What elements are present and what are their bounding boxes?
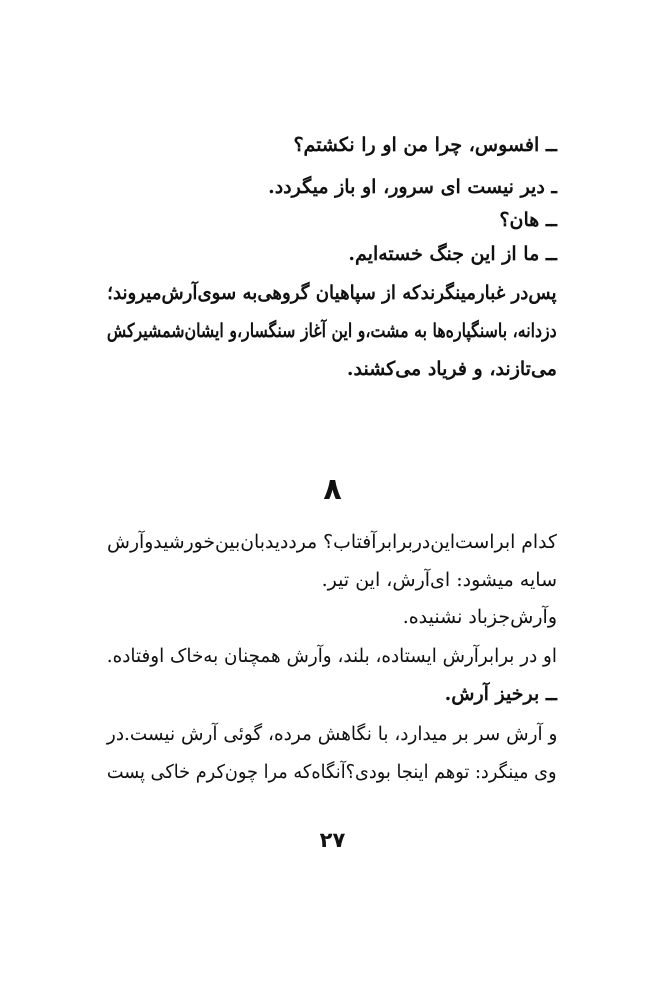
text-line: دزدانه، باسنگپاره‌ها به مشت،و این آغاز سنگسار،و ایشان‌شمشیرکش bbox=[107, 320, 557, 342]
text-line: ــ هان؟ bbox=[499, 209, 557, 231]
text-line: ــ برخیز آرش. bbox=[444, 683, 557, 705]
text-line: وی مینگرد: توهم اینجا بودی؟آنگاه‌که مرا چون‌کرم خاکی پست bbox=[107, 761, 557, 783]
text-line: سایه میشود: ای‌آرش، این تیر. bbox=[321, 569, 557, 591]
text-line: می‌تازند، و فریاد می‌کشند. bbox=[346, 358, 557, 380]
text-line: او در برابرآرش ایستاده، بلند، وآرش همچنان به‌خاک اوفتاده. bbox=[106, 645, 557, 667]
text-line: ـ دیر نیست ای سرور، او باز میگردد. bbox=[268, 176, 557, 198]
text-line: ــ ما از این جنگ خسته‌ایم. bbox=[348, 243, 557, 265]
text-line: ــ افسوس، چرا من او را نکشتم؟ bbox=[293, 134, 557, 156]
text-line: و آرش سر بر میدارد، با نگاهش مرده، گوئی آرش نیست.در bbox=[106, 723, 557, 745]
page-number: ۲۷ bbox=[319, 828, 346, 852]
text-line: وآرش‌جزباد نشنیده. bbox=[402, 606, 557, 628]
text-line: کدام ابراست‌این‌دربرابرآفتاب؟ مرددیدبان‌بین‌خورشیدوآرش bbox=[107, 531, 557, 553]
section-number: ۸ bbox=[323, 472, 342, 507]
text-line: پس‌در غبارمینگرندکه از سپاهیان گروهی‌به سوی‌آرش‌میروند؛ bbox=[107, 282, 557, 304]
